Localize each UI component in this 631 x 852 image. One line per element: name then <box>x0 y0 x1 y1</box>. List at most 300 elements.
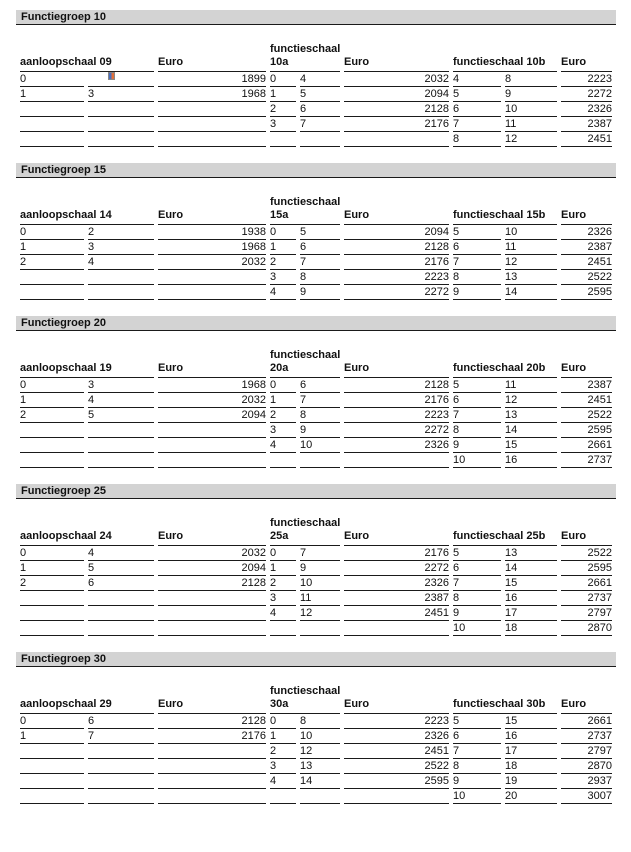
table-cell: 2 <box>270 408 296 423</box>
table-cell: 9 <box>453 285 501 300</box>
table-cell <box>300 621 340 636</box>
table-header-row <box>20 341 612 378</box>
table-cell: 6 <box>300 378 340 393</box>
table-cell: 2387 <box>344 591 449 606</box>
table-cell: 2176 <box>344 117 449 132</box>
table-cell: 0 <box>270 225 296 240</box>
table-cell <box>158 117 266 132</box>
table-cell: 2522 <box>561 546 612 561</box>
table-cell: 17 <box>505 744 557 759</box>
functieschaal-a-line1: functieschaal <box>270 196 340 208</box>
table-cell <box>20 453 84 468</box>
table-cell <box>88 285 154 300</box>
table-cell: 6 <box>88 576 154 591</box>
table-cell: 4 <box>270 606 296 621</box>
table-cell <box>20 438 84 453</box>
functieschaal-a-line2: 10a <box>270 56 289 68</box>
table-cell: 7 <box>300 393 340 408</box>
table-row <box>20 378 612 393</box>
functieschaal-a-line1: functieschaal <box>270 43 340 55</box>
table-cell <box>20 789 84 804</box>
table-cell <box>158 591 266 606</box>
table-cell: 2176 <box>158 729 266 744</box>
euro-header: Euro <box>158 341 266 378</box>
table-cell <box>88 117 154 132</box>
table-cell: 1 <box>20 393 84 408</box>
table-cell: 13 <box>505 546 557 561</box>
table-cell: 2661 <box>561 714 612 729</box>
table-cell: 4 <box>270 774 296 789</box>
table-row <box>20 453 612 468</box>
table-cell: 2595 <box>561 285 612 300</box>
table-cell: 13 <box>300 759 340 774</box>
table-cell <box>344 621 449 636</box>
table-cell: 11 <box>505 240 557 255</box>
table-cell <box>300 789 340 804</box>
table-cell: 0 <box>20 378 84 393</box>
table-cell: 3 <box>88 240 154 255</box>
table-header-row <box>20 35 612 72</box>
table-cell: 7 <box>300 117 340 132</box>
functieschaal-a-line2: 20a <box>270 362 289 374</box>
table-cell: 9 <box>300 423 340 438</box>
table-row <box>20 729 612 744</box>
table-cell <box>344 132 449 147</box>
table-cell: 2522 <box>561 408 612 423</box>
table-cell: 2797 <box>561 744 612 759</box>
functieschaal-a-line1: functieschaal <box>270 349 340 361</box>
table-cell: 2 <box>20 576 84 591</box>
euro-header: Euro <box>561 509 612 546</box>
table-cell: 3 <box>88 378 154 393</box>
table-cell <box>158 606 266 621</box>
table-cell: 1968 <box>158 240 266 255</box>
table-row <box>20 591 612 606</box>
table-cell: 2387 <box>561 378 612 393</box>
table-cell <box>20 744 84 759</box>
table-cell <box>88 789 154 804</box>
table-cell: 8 <box>453 423 501 438</box>
table-cell: 2326 <box>344 438 449 453</box>
section-functiegroep-10 <box>16 10 616 147</box>
table-cell: 9 <box>505 87 557 102</box>
table-cell: 8 <box>453 132 501 147</box>
table-row <box>20 225 612 240</box>
table-cell: 10 <box>300 438 340 453</box>
table-cell: 2870 <box>561 759 612 774</box>
table-cell: 0 <box>270 72 296 87</box>
table-cell: 2128 <box>344 378 449 393</box>
table-cell: 2 <box>88 225 154 240</box>
functieschaal-a-header <box>270 677 340 714</box>
table-cell: 11 <box>505 117 557 132</box>
table-row <box>20 255 612 270</box>
table-cell: 2451 <box>561 132 612 147</box>
functieschaal-b-header: functieschaal 10b <box>453 35 557 72</box>
table-cell: 2387 <box>561 240 612 255</box>
table-cell: 15 <box>505 438 557 453</box>
table-cell: 5 <box>88 561 154 576</box>
salary-table <box>16 35 616 147</box>
table-cell: 6 <box>453 102 501 117</box>
table-cell: 2128 <box>344 240 449 255</box>
table-cell: 1938 <box>158 225 266 240</box>
table-cell: 7 <box>300 546 340 561</box>
euro-header: Euro <box>344 188 449 225</box>
table-cell: 2387 <box>561 117 612 132</box>
table-cell: 14 <box>505 285 557 300</box>
section-functiegroep-15 <box>16 163 616 300</box>
section-functiegroep-25 <box>16 484 616 636</box>
table-cell: 17 <box>505 606 557 621</box>
table-cell: 1 <box>20 240 84 255</box>
table-cell: 2737 <box>561 453 612 468</box>
table-cell: 0 <box>270 546 296 561</box>
section-functiegroep-20 <box>16 316 616 468</box>
table-cell: 5 <box>453 378 501 393</box>
table-cell: 2176 <box>344 255 449 270</box>
table-cell: 2272 <box>344 285 449 300</box>
table-cell: 1 <box>270 561 296 576</box>
table-cell: 13 <box>505 270 557 285</box>
table-cell: 4 <box>453 72 501 87</box>
section-title-bar <box>16 163 616 178</box>
table-cell <box>20 423 84 438</box>
table-row <box>20 72 612 87</box>
section-title: Functiegroep 20 <box>21 317 106 329</box>
table-cell: 20 <box>505 789 557 804</box>
table-cell: 14 <box>300 774 340 789</box>
table-cell: 2032 <box>158 393 266 408</box>
table-cell: 2661 <box>561 576 612 591</box>
table-cell: 8 <box>453 759 501 774</box>
section-title: Functiegroep 10 <box>21 11 106 23</box>
table-cell: 2451 <box>344 606 449 621</box>
table-cell <box>158 102 266 117</box>
table-cell: 8 <box>300 714 340 729</box>
table-cell <box>20 759 84 774</box>
table-row <box>20 759 612 774</box>
euro-header: Euro <box>561 188 612 225</box>
euro-header: Euro <box>158 509 266 546</box>
table-cell: 4 <box>300 72 340 87</box>
functieschaal-a-header <box>270 35 340 72</box>
table-cell: 4 <box>270 285 296 300</box>
table-cell: 1 <box>20 561 84 576</box>
embedded-object-marker <box>108 72 115 80</box>
table-cell: 2595 <box>561 561 612 576</box>
table-cell: 7 <box>300 255 340 270</box>
table-cell: 14 <box>505 423 557 438</box>
table-cell: 0 <box>20 714 84 729</box>
table-cell: 7 <box>453 744 501 759</box>
table-row <box>20 606 612 621</box>
table-cell: 4 <box>88 393 154 408</box>
euro-header: Euro <box>158 35 266 72</box>
table-cell: 18 <box>505 759 557 774</box>
table-cell <box>20 591 84 606</box>
table-cell: 2522 <box>561 270 612 285</box>
table-cell <box>20 102 84 117</box>
table-cell: 12 <box>505 393 557 408</box>
table-cell <box>88 774 154 789</box>
sections-container <box>16 10 616 804</box>
table-cell: 2223 <box>344 270 449 285</box>
table-cell: 7 <box>453 408 501 423</box>
functieschaal-a-header <box>270 188 340 225</box>
table-cell: 15 <box>505 576 557 591</box>
table-cell <box>270 132 296 147</box>
table-cell: 3 <box>270 270 296 285</box>
table-cell <box>20 117 84 132</box>
table-cell: 5 <box>453 714 501 729</box>
table-cell: 1 <box>270 729 296 744</box>
table-cell: 10 <box>453 789 501 804</box>
table-cell: 3007 <box>561 789 612 804</box>
euro-header: Euro <box>158 677 266 714</box>
euro-header: Euro <box>561 341 612 378</box>
table-cell: 19 <box>505 774 557 789</box>
table-row <box>20 117 612 132</box>
table-cell: 11 <box>300 591 340 606</box>
table-cell: 1 <box>20 87 84 102</box>
table-cell <box>20 270 84 285</box>
table-header-row <box>20 509 612 546</box>
table-cell <box>20 132 84 147</box>
table-cell: 6 <box>453 240 501 255</box>
table-cell <box>158 132 266 147</box>
table-cell: 2 <box>20 408 84 423</box>
table-cell: 10 <box>505 102 557 117</box>
table-cell: 2661 <box>561 438 612 453</box>
table-cell: 3 <box>270 759 296 774</box>
table-cell: 2272 <box>344 561 449 576</box>
table-cell <box>158 438 266 453</box>
table-cell <box>270 453 296 468</box>
table-cell <box>20 621 84 636</box>
table-cell: 7 <box>453 576 501 591</box>
table-row <box>20 621 612 636</box>
table-row <box>20 576 612 591</box>
table-row <box>20 132 612 147</box>
table-row <box>20 744 612 759</box>
table-cell <box>158 774 266 789</box>
table-cell: 11 <box>505 378 557 393</box>
table-cell: 5 <box>453 87 501 102</box>
table-row <box>20 270 612 285</box>
table-cell <box>344 789 449 804</box>
functieschaal-b-header: functieschaal 20b <box>453 341 557 378</box>
table-cell: 6 <box>300 240 340 255</box>
table-row <box>20 714 612 729</box>
euro-header: Euro <box>344 341 449 378</box>
table-cell <box>88 606 154 621</box>
table-cell: 2737 <box>561 591 612 606</box>
table-row <box>20 240 612 255</box>
table-cell: 6 <box>453 393 501 408</box>
table-cell: 7 <box>453 117 501 132</box>
table-cell <box>158 621 266 636</box>
table-cell: 2 <box>20 255 84 270</box>
table-cell: 2451 <box>561 255 612 270</box>
salary-table <box>16 341 616 468</box>
functieschaal-a-line2: 15a <box>270 209 289 221</box>
table-cell: 8 <box>453 591 501 606</box>
table-cell: 0 <box>270 714 296 729</box>
table-cell: 5 <box>453 546 501 561</box>
table-row <box>20 102 612 117</box>
table-cell: 2 <box>270 744 296 759</box>
table-cell <box>300 453 340 468</box>
table-cell: 16 <box>505 591 557 606</box>
table-row <box>20 774 612 789</box>
table-cell <box>158 270 266 285</box>
functieschaal-a-header <box>270 509 340 546</box>
table-row <box>20 285 612 300</box>
euro-header: Euro <box>344 509 449 546</box>
table-cell: 6 <box>300 102 340 117</box>
table-cell: 2094 <box>344 225 449 240</box>
section-title-bar <box>16 652 616 667</box>
table-cell <box>88 72 154 87</box>
table-cell: 2094 <box>344 87 449 102</box>
table-cell: 2032 <box>158 255 266 270</box>
euro-header: Euro <box>158 188 266 225</box>
table-cell: 7 <box>453 255 501 270</box>
table-cell: 2326 <box>344 576 449 591</box>
table-cell: 2 <box>270 102 296 117</box>
table-cell: 1 <box>270 240 296 255</box>
section-title: Functiegroep 30 <box>21 653 106 665</box>
table-cell <box>300 132 340 147</box>
table-cell <box>88 423 154 438</box>
table-cell: 4 <box>88 546 154 561</box>
table-cell <box>88 102 154 117</box>
table-cell: 18 <box>505 621 557 636</box>
table-cell: 2176 <box>344 546 449 561</box>
table-cell: 12 <box>505 132 557 147</box>
table-header-row <box>20 677 612 714</box>
section-title: Functiegroep 15 <box>21 164 106 176</box>
table-cell: 9 <box>453 774 501 789</box>
table-row <box>20 87 612 102</box>
euro-header: Euro <box>561 677 612 714</box>
table-cell: 3 <box>270 117 296 132</box>
aanloopschaal-header: aanloopschaal 29 <box>20 677 154 714</box>
table-cell: 5 <box>453 225 501 240</box>
table-row <box>20 546 612 561</box>
table-cell <box>20 774 84 789</box>
functieschaal-a-line1: functieschaal <box>270 685 340 697</box>
table-cell: 2223 <box>344 408 449 423</box>
section-title-bar <box>16 484 616 499</box>
table-cell: 6 <box>453 561 501 576</box>
table-cell: 7 <box>88 729 154 744</box>
table-cell <box>158 744 266 759</box>
table-cell <box>344 453 449 468</box>
salary-table <box>16 509 616 636</box>
table-cell: 9 <box>300 561 340 576</box>
table-cell: 8 <box>300 270 340 285</box>
table-cell: 3 <box>270 591 296 606</box>
table-cell <box>158 789 266 804</box>
table-cell: 2223 <box>561 72 612 87</box>
table-cell: 10 <box>300 729 340 744</box>
section-title-bar <box>16 10 616 25</box>
table-cell: 2 <box>270 255 296 270</box>
table-cell: 14 <box>505 561 557 576</box>
table-cell: 8 <box>505 72 557 87</box>
table-row <box>20 438 612 453</box>
table-cell: 2797 <box>561 606 612 621</box>
aanloopschaal-header: aanloopschaal 14 <box>20 188 154 225</box>
euro-header: Euro <box>344 35 449 72</box>
table-cell <box>270 621 296 636</box>
table-cell <box>88 621 154 636</box>
table-cell: 2272 <box>561 87 612 102</box>
table-cell: 2737 <box>561 729 612 744</box>
table-cell: 1968 <box>158 87 266 102</box>
table-cell: 5 <box>300 225 340 240</box>
table-cell: 2522 <box>344 759 449 774</box>
table-row <box>20 393 612 408</box>
salary-table <box>16 188 616 300</box>
aanloopschaal-header: aanloopschaal 19 <box>20 341 154 378</box>
table-cell: 2451 <box>561 393 612 408</box>
functieschaal-a-header <box>270 341 340 378</box>
table-cell: 2272 <box>344 423 449 438</box>
table-cell: 2326 <box>561 102 612 117</box>
section-title: Functiegroep 25 <box>21 485 106 497</box>
table-row <box>20 789 612 804</box>
table-row <box>20 423 612 438</box>
table-cell: 2128 <box>158 576 266 591</box>
table-cell: 2128 <box>344 102 449 117</box>
functieschaal-a-line2: 30a <box>270 698 289 710</box>
table-cell: 2032 <box>158 546 266 561</box>
table-cell: 3 <box>270 423 296 438</box>
table-cell: 1 <box>270 393 296 408</box>
table-cell: 16 <box>505 729 557 744</box>
table-cell <box>20 606 84 621</box>
table-cell <box>88 453 154 468</box>
table-cell <box>88 591 154 606</box>
section-functiegroep-30 <box>16 652 616 804</box>
table-cell: 2595 <box>344 774 449 789</box>
table-cell: 2128 <box>158 714 266 729</box>
euro-header: Euro <box>344 677 449 714</box>
table-cell: 10 <box>300 576 340 591</box>
functieschaal-a-line2: 25a <box>270 530 289 542</box>
table-cell <box>88 270 154 285</box>
table-cell <box>158 759 266 774</box>
table-cell: 10 <box>505 225 557 240</box>
table-cell <box>270 789 296 804</box>
table-cell: 12 <box>300 744 340 759</box>
table-cell: 1 <box>270 87 296 102</box>
table-cell: 2870 <box>561 621 612 636</box>
table-cell: 9 <box>453 438 501 453</box>
table-cell: 2326 <box>344 729 449 744</box>
table-header-row <box>20 188 612 225</box>
table-cell: 0 <box>270 378 296 393</box>
aanloopschaal-header: aanloopschaal 09 <box>20 35 154 72</box>
euro-header: Euro <box>561 35 612 72</box>
functieschaal-b-header: functieschaal 30b <box>453 677 557 714</box>
aanloopschaal-header: aanloopschaal 24 <box>20 509 154 546</box>
table-cell: 13 <box>505 408 557 423</box>
table-cell <box>20 285 84 300</box>
